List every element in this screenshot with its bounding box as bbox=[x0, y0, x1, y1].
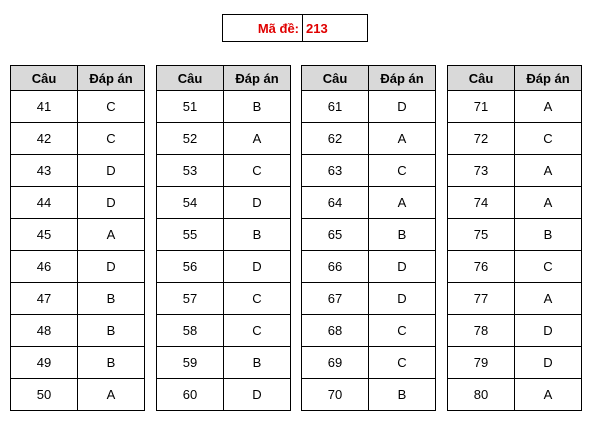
question-number: 73 bbox=[448, 155, 515, 187]
table-row bbox=[448, 91, 582, 123]
answer-letter: A bbox=[369, 123, 436, 155]
question-number: 41 bbox=[11, 91, 78, 123]
answer-letter: D bbox=[224, 379, 291, 411]
answer-letter: B bbox=[224, 347, 291, 379]
header-question: Câu bbox=[302, 66, 369, 91]
table-row bbox=[157, 283, 291, 315]
table-row bbox=[302, 155, 436, 187]
table-row bbox=[448, 219, 582, 251]
table-row bbox=[11, 91, 145, 123]
answer-letter: C bbox=[369, 155, 436, 187]
table-row bbox=[302, 251, 436, 283]
question-number: 61 bbox=[302, 91, 369, 123]
answer-letter: D bbox=[78, 251, 145, 283]
table-row bbox=[11, 315, 145, 347]
answer-letter: A bbox=[78, 219, 145, 251]
question-number: 65 bbox=[302, 219, 369, 251]
question-number: 72 bbox=[448, 123, 515, 155]
table-row bbox=[448, 347, 582, 379]
exam-code-label: Mã đề: bbox=[223, 15, 303, 41]
answer-letter: C bbox=[224, 315, 291, 347]
question-number: 78 bbox=[448, 315, 515, 347]
answer-letter: D bbox=[78, 155, 145, 187]
question-number: 43 bbox=[11, 155, 78, 187]
answer-letter: A bbox=[515, 283, 582, 315]
answer-letter: C bbox=[369, 347, 436, 379]
question-number: 46 bbox=[11, 251, 78, 283]
table-row bbox=[157, 219, 291, 251]
question-number: 67 bbox=[302, 283, 369, 315]
answer-letter: D bbox=[224, 187, 291, 219]
header-answer: Đáp án bbox=[224, 66, 291, 91]
answer-letter: A bbox=[78, 379, 145, 411]
question-number: 60 bbox=[157, 379, 224, 411]
table-row bbox=[157, 347, 291, 379]
answer-letter: C bbox=[78, 91, 145, 123]
answer-letter: C bbox=[515, 123, 582, 155]
table-row bbox=[302, 283, 436, 315]
table-row bbox=[11, 219, 145, 251]
question-number: 47 bbox=[11, 283, 78, 315]
table-row bbox=[302, 187, 436, 219]
question-number: 42 bbox=[11, 123, 78, 155]
table-row bbox=[448, 155, 582, 187]
answer-letter: B bbox=[224, 219, 291, 251]
answer-table-2 bbox=[156, 65, 291, 411]
table-row bbox=[11, 347, 145, 379]
question-number: 69 bbox=[302, 347, 369, 379]
question-number: 54 bbox=[157, 187, 224, 219]
answer-letter: C bbox=[78, 123, 145, 155]
table-row bbox=[157, 315, 291, 347]
answer-letter: B bbox=[515, 219, 582, 251]
question-number: 58 bbox=[157, 315, 224, 347]
question-number: 70 bbox=[302, 379, 369, 411]
table-row bbox=[448, 379, 582, 411]
answer-letter: C bbox=[515, 251, 582, 283]
table-row bbox=[11, 251, 145, 283]
answer-letter: D bbox=[515, 347, 582, 379]
question-number: 56 bbox=[157, 251, 224, 283]
answer-letter: D bbox=[224, 251, 291, 283]
table-row bbox=[157, 379, 291, 411]
question-number: 75 bbox=[448, 219, 515, 251]
question-number: 63 bbox=[302, 155, 369, 187]
question-number: 48 bbox=[11, 315, 78, 347]
table-row bbox=[302, 219, 436, 251]
answer-table-4 bbox=[447, 65, 582, 411]
answer-letter: C bbox=[224, 155, 291, 187]
question-number: 76 bbox=[448, 251, 515, 283]
question-number: 71 bbox=[448, 91, 515, 123]
header-answer: Đáp án bbox=[78, 66, 145, 91]
header-question: Câu bbox=[448, 66, 515, 91]
question-number: 44 bbox=[11, 187, 78, 219]
question-number: 68 bbox=[302, 315, 369, 347]
answer-letter: B bbox=[78, 283, 145, 315]
table-row bbox=[302, 379, 436, 411]
answer-letter: A bbox=[369, 187, 436, 219]
question-number: 80 bbox=[448, 379, 515, 411]
question-number: 51 bbox=[157, 91, 224, 123]
table-row bbox=[157, 123, 291, 155]
answer-table-1 bbox=[10, 65, 145, 411]
question-number: 52 bbox=[157, 123, 224, 155]
table-row bbox=[448, 315, 582, 347]
answer-letter: B bbox=[78, 315, 145, 347]
answer-letter: D bbox=[369, 283, 436, 315]
table-row bbox=[157, 155, 291, 187]
answer-letter: D bbox=[369, 91, 436, 123]
exam-code-value: 213 bbox=[306, 20, 328, 36]
question-number: 50 bbox=[11, 379, 78, 411]
question-number: 57 bbox=[157, 283, 224, 315]
answer-letter: A bbox=[515, 91, 582, 123]
answer-letter: A bbox=[515, 187, 582, 219]
table-row bbox=[448, 283, 582, 315]
question-number: 49 bbox=[11, 347, 78, 379]
question-number: 77 bbox=[448, 283, 515, 315]
table-row bbox=[302, 91, 436, 123]
question-number: 74 bbox=[448, 187, 515, 219]
table-row bbox=[448, 123, 582, 155]
exam-code-box bbox=[222, 14, 368, 42]
question-number: 53 bbox=[157, 155, 224, 187]
table-row bbox=[11, 123, 145, 155]
answer-letter: D bbox=[78, 187, 145, 219]
answer-letter: C bbox=[369, 315, 436, 347]
table-row bbox=[157, 91, 291, 123]
answer-letter: B bbox=[369, 379, 436, 411]
question-number: 45 bbox=[11, 219, 78, 251]
header-answer: Đáp án bbox=[515, 66, 582, 91]
header-question: Câu bbox=[157, 66, 224, 91]
question-number: 59 bbox=[157, 347, 224, 379]
answer-letter: B bbox=[369, 219, 436, 251]
answer-letter: A bbox=[515, 379, 582, 411]
question-number: 66 bbox=[302, 251, 369, 283]
answer-letter: B bbox=[224, 91, 291, 123]
table-row bbox=[302, 347, 436, 379]
question-number: 62 bbox=[302, 123, 369, 155]
answer-letter: A bbox=[224, 123, 291, 155]
table-row bbox=[302, 123, 436, 155]
answer-letter: D bbox=[515, 315, 582, 347]
question-number: 79 bbox=[448, 347, 515, 379]
table-row bbox=[302, 315, 436, 347]
table-row bbox=[11, 187, 145, 219]
table-row bbox=[157, 187, 291, 219]
answer-table-3 bbox=[301, 65, 436, 411]
table-row bbox=[157, 251, 291, 283]
header-answer: Đáp án bbox=[369, 66, 436, 91]
table-row bbox=[11, 283, 145, 315]
header-question: Câu bbox=[11, 66, 78, 91]
table-row bbox=[11, 379, 145, 411]
table-row bbox=[11, 155, 145, 187]
table-row bbox=[448, 251, 582, 283]
answer-letter: B bbox=[78, 347, 145, 379]
answer-letter: C bbox=[224, 283, 291, 315]
answer-letter: A bbox=[515, 155, 582, 187]
table-row bbox=[448, 187, 582, 219]
answer-letter: D bbox=[369, 251, 436, 283]
question-number: 64 bbox=[302, 187, 369, 219]
question-number: 55 bbox=[157, 219, 224, 251]
